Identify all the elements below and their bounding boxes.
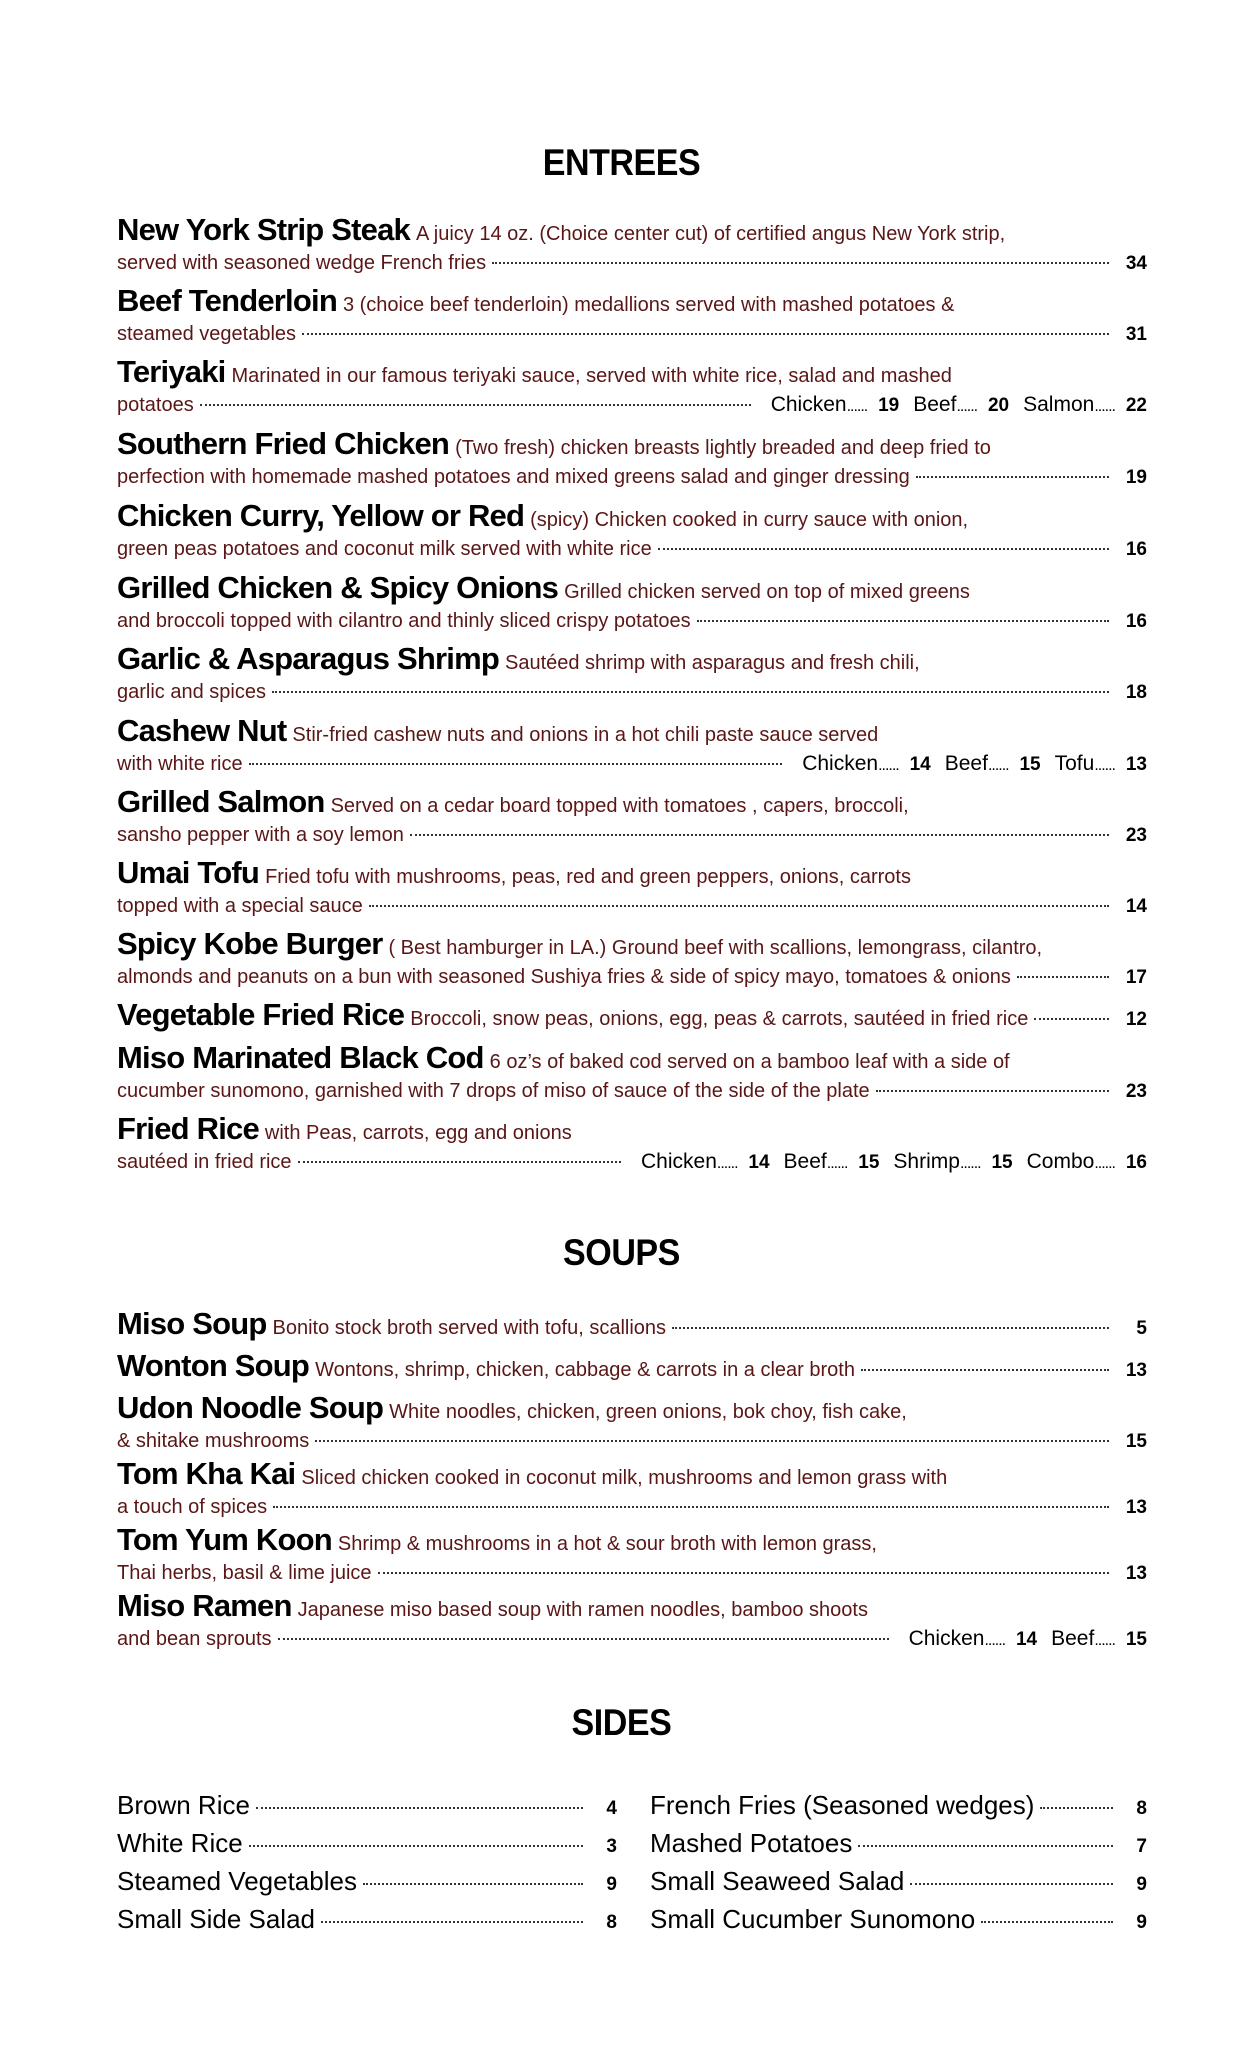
- item-description-continued: topped with a special sauce: [117, 895, 363, 917]
- option-label: Beef: [783, 1150, 827, 1173]
- dot-leader: [249, 763, 783, 765]
- soups-heading: SOUPS: [563, 1232, 680, 1273]
- dot-leader: [697, 620, 1109, 622]
- option-dot-leader: ......: [1094, 1155, 1115, 1172]
- item-description: Sliced chicken cooked in coconut milk, mushrooms and lemon grass with: [301, 1467, 948, 1489]
- item-description: Shrimp & mushrooms in a hot & sour broth with lemon grass,: [337, 1533, 877, 1555]
- dot-leader: [363, 1883, 583, 1885]
- item-name: Umai Tofu: [117, 855, 260, 890]
- item-description: Wontons, shrimp, chicken, cabbage & carrots in a clear broth: [315, 1359, 855, 1381]
- item-price-line: [117, 462, 1147, 492]
- dot-leader: [410, 834, 1109, 836]
- item-name: Grilled Salmon: [117, 784, 325, 819]
- item-description: Served on a cedar board topped with tomatoes , capers, broccoli,: [330, 795, 909, 817]
- dot-leader: [369, 905, 1109, 907]
- item-name: Beef Tenderloin: [117, 283, 337, 318]
- option-dot-leader: ......: [1094, 1632, 1115, 1649]
- item-price: 31: [1125, 324, 1147, 345]
- item-name: Tom Kha Kai: [117, 1456, 296, 1491]
- item-description: Fried tofu with mushrooms, peas, red and green peppers, onions, carrots: [265, 866, 911, 888]
- option-dot-leader: ......: [987, 757, 1009, 774]
- option-dot-leader: ......: [878, 757, 899, 774]
- item-description: White noodles, chicken, green onions, bok choy, fish cake,: [389, 1401, 907, 1423]
- item-header-line: [117, 926, 1147, 962]
- side-item-name: Steamed Vegetables: [117, 1866, 357, 1896]
- item-price: 17: [1125, 967, 1147, 988]
- side-item: [650, 1786, 1147, 1824]
- item-name: Miso Soup: [117, 1306, 267, 1341]
- option-label: Chicken: [641, 1150, 717, 1173]
- option-label: Chicken: [802, 752, 879, 775]
- item-header-line: [117, 283, 1147, 319]
- item-header-line: [117, 1456, 1147, 1492]
- item-description: Stir-fried cashew nuts and onions in a hot chili paste sauce served: [292, 724, 879, 746]
- side-item-price: 8: [606, 1912, 617, 1933]
- item-name: Tom Yum Koon: [117, 1522, 332, 1557]
- item-header-line: [117, 1588, 1147, 1624]
- item-name: Teriyaki: [117, 354, 226, 389]
- soup-item: [117, 1456, 1147, 1522]
- item-price-line: [117, 820, 1147, 850]
- option-dot-leader: ......: [846, 398, 868, 415]
- item-price: 18: [1125, 682, 1147, 703]
- item-header-line: [117, 641, 1147, 677]
- option-label: Combo: [1026, 1150, 1095, 1173]
- item-price: 5: [1136, 1318, 1147, 1339]
- dot-leader: [256, 1807, 583, 1809]
- item-price-line: [117, 1492, 1147, 1522]
- item-name: Chicken Curry, Yellow or Red: [117, 498, 525, 533]
- item-header-line: [117, 426, 1147, 462]
- entree-item: [117, 498, 1147, 564]
- item-price-line: [117, 677, 1147, 707]
- side-item: [117, 1786, 617, 1824]
- side-item: [650, 1824, 1147, 1862]
- sides-heading: SIDES: [571, 1702, 672, 1743]
- item-name: Spicy Kobe Burger: [117, 926, 383, 961]
- option-price: 15: [991, 1152, 1013, 1173]
- item-price: 16: [1125, 611, 1147, 632]
- dot-leader: [378, 1572, 1109, 1574]
- item-description-continued: perfection with homemade mashed potatoes and mixed greens salad and ginger dressing: [117, 466, 910, 488]
- option-label: Chicken: [770, 393, 847, 416]
- option-price: 15: [1125, 1629, 1147, 1650]
- soup-item: [117, 1522, 1147, 1588]
- item-description: A juicy 14 oz. (Choice center cut) of certified angus New York strip,: [415, 223, 1006, 245]
- entrees-heading: ENTREES: [542, 142, 701, 183]
- soup-item: [117, 1390, 1147, 1456]
- item-price: 34: [1125, 253, 1147, 274]
- option-dot-leader: ......: [1094, 398, 1115, 415]
- option-dot-leader: ......: [826, 1155, 848, 1172]
- entree-item: [117, 1111, 1147, 1177]
- item-description-continued: a touch of spices: [117, 1496, 268, 1518]
- option-dot-leader: ......: [716, 1155, 738, 1172]
- item-price: 13: [1125, 1497, 1147, 1518]
- side-item-name: Small Cucumber Sunomono: [650, 1904, 976, 1934]
- item-description-continued: cucumber sunomono, garnished with 7 drops of miso of sauce of the side of the plate: [117, 1080, 870, 1102]
- entree-item: [117, 855, 1147, 921]
- item-price: 23: [1125, 1081, 1147, 1102]
- side-item-name: Small Seaweed Salad: [650, 1866, 905, 1896]
- side-item-price: 9: [1136, 1912, 1147, 1933]
- option-price: 14: [909, 754, 931, 775]
- side-item: [117, 1862, 617, 1900]
- item-description-continued: and broccoli topped with cilantro and thinly sliced crispy potatoes: [117, 610, 691, 632]
- item-header-line: [117, 1306, 1147, 1342]
- entree-item: [117, 713, 1147, 779]
- item-description-continued: served with seasoned wedge French fries: [117, 252, 487, 274]
- option-label: Tofu: [1054, 752, 1095, 775]
- item-name: Miso Marinated Black Cod: [117, 1040, 484, 1075]
- item-price: 14: [1125, 896, 1147, 917]
- dot-leader: [1040, 1807, 1113, 1809]
- item-description: Sautéed shrimp with asparagus and fresh chili,: [504, 652, 920, 674]
- item-description: Japanese miso based soup with ramen noodles, bamboo shoots: [297, 1599, 868, 1621]
- item-price-line: [117, 534, 1147, 564]
- soup-item: [117, 1588, 1147, 1654]
- option-price: 19: [878, 395, 900, 416]
- item-description: 3 (choice beef tenderloin) medallions served with mashed potatoes &: [342, 294, 955, 316]
- item-price-line: [117, 390, 1147, 420]
- dot-leader: [672, 1327, 1109, 1329]
- option-price: 13: [1125, 754, 1147, 775]
- item-price-line: [117, 1076, 1147, 1106]
- item-name: Garlic & Asparagus Shrimp: [117, 641, 499, 676]
- side-item: [650, 1862, 1147, 1900]
- item-price-line: [117, 962, 1147, 992]
- dot-leader: [315, 1440, 1109, 1442]
- item-name: Udon Noodle Soup: [117, 1390, 384, 1425]
- item-price-line: [117, 1426, 1147, 1456]
- item-price: 23: [1125, 825, 1147, 846]
- item-header-line: [117, 498, 1147, 534]
- item-description-continued: garlic and spices: [117, 681, 266, 703]
- entree-item: [117, 354, 1147, 420]
- entree-item: [117, 1040, 1147, 1106]
- item-description-continued: & shitake mushrooms: [117, 1430, 310, 1452]
- side-item-price: 4: [606, 1798, 617, 1819]
- item-description: Broccoli, snow peas, onions, egg, peas & carrots, sautéed in fried rice: [410, 1008, 1029, 1030]
- dot-leader: [1017, 976, 1109, 978]
- dot-leader: [861, 1369, 1109, 1371]
- item-price-line: [117, 606, 1147, 636]
- dot-leader: [272, 691, 1109, 693]
- side-item-price: 7: [1136, 1836, 1147, 1857]
- item-description-continued: steamed vegetables: [117, 323, 297, 345]
- item-header-line: [117, 354, 1147, 390]
- side-item-name: White Rice: [117, 1828, 243, 1858]
- option-label: Beef: [913, 393, 957, 416]
- entree-item: [117, 570, 1147, 636]
- dot-leader: [273, 1506, 1109, 1508]
- item-name: Grilled Chicken & Spicy Onions: [117, 570, 559, 605]
- item-header-line: [117, 212, 1147, 248]
- dot-leader: [876, 1090, 1109, 1092]
- dot-leader: [492, 262, 1109, 264]
- item-price: 13: [1125, 1360, 1147, 1381]
- item-header-line: [117, 570, 1147, 606]
- dot-leader: [910, 1883, 1113, 1885]
- option-price: 22: [1125, 395, 1147, 416]
- item-description: Marinated in our famous teriyaki sauce, served with white rice, salad and mashed: [231, 365, 952, 387]
- item-price-line: [117, 749, 1147, 779]
- item-header-line: [117, 1390, 1147, 1426]
- item-description-continued: potatoes: [117, 394, 194, 416]
- dot-leader: [916, 476, 1109, 478]
- item-header-line: [117, 855, 1147, 891]
- side-item-name: Mashed Potatoes: [650, 1828, 853, 1858]
- side-item-price: 9: [1136, 1874, 1147, 1895]
- item-price-line: [117, 319, 1147, 349]
- item-name: Southern Fried Chicken: [117, 426, 450, 461]
- option-price: 15: [858, 1152, 880, 1173]
- item-description-continued: with white rice: [117, 753, 243, 775]
- item-price: 19: [1125, 467, 1147, 488]
- side-item: [650, 1900, 1147, 1938]
- option-price: 20: [987, 395, 1010, 416]
- entree-item: [117, 641, 1147, 707]
- item-description: (spicy) Chicken cooked in curry sauce with onion,: [530, 509, 969, 531]
- item-price: 16: [1125, 539, 1147, 560]
- option-dot-leader: ......: [1094, 757, 1115, 774]
- option-label: Shrimp: [893, 1150, 960, 1173]
- entree-item: [117, 283, 1147, 349]
- item-header-line: [117, 784, 1147, 820]
- item-price: 12: [1125, 1009, 1147, 1030]
- dot-leader: [658, 548, 1109, 550]
- dot-leader: [302, 333, 1109, 335]
- side-item-name: French Fries (Seasoned wedges): [650, 1790, 1035, 1820]
- item-name: Fried Rice: [117, 1111, 259, 1146]
- option-dot-leader: ......: [959, 1155, 981, 1172]
- dot-leader: [298, 1161, 621, 1163]
- item-price-line: [117, 248, 1147, 278]
- dot-leader: [200, 404, 751, 406]
- option-dot-leader: ......: [984, 1632, 1006, 1649]
- item-description-continued: sansho pepper with a soy lemon: [117, 824, 404, 846]
- side-item: [117, 1824, 617, 1862]
- side-item-price: 8: [1136, 1798, 1147, 1819]
- option-price: 16: [1125, 1152, 1147, 1173]
- option-label: Beef: [1051, 1627, 1095, 1650]
- option-label: Chicken: [908, 1627, 985, 1650]
- item-name: New York Strip Steak: [117, 212, 410, 247]
- option-label: Beef: [944, 752, 988, 775]
- item-description-continued: sautéed in fried rice: [117, 1151, 292, 1173]
- item-description: Grilled chicken served on top of mixed greens: [564, 581, 970, 603]
- option-dot-leader: ......: [956, 398, 978, 415]
- option-price: 15: [1019, 754, 1041, 775]
- entree-item: [117, 426, 1147, 492]
- item-price-line: [117, 891, 1147, 921]
- soup-item: [117, 1348, 1147, 1384]
- item-price: 13: [1125, 1563, 1147, 1584]
- item-name: Miso Ramen: [117, 1588, 292, 1623]
- sides-right-column: [650, 1786, 1147, 1938]
- dot-leader: [1034, 1018, 1109, 1020]
- item-header-line: [117, 1348, 1147, 1384]
- item-header-line: [117, 1522, 1147, 1558]
- item-header-line: [117, 997, 1147, 1033]
- item-header-line: [117, 1111, 1147, 1147]
- entree-item: [117, 926, 1147, 992]
- item-price: 15: [1125, 1431, 1147, 1452]
- soup-item: [117, 1306, 1147, 1342]
- item-header-line: [117, 1040, 1147, 1076]
- sides-left-column: [117, 1786, 617, 1938]
- side-item-name: Small Side Salad: [117, 1904, 315, 1934]
- entree-item: [117, 212, 1147, 278]
- side-item-price: 9: [606, 1874, 617, 1895]
- item-price-line: [117, 1624, 1147, 1654]
- item-description-continued: Thai herbs, basil & lime juice: [117, 1562, 372, 1584]
- item-description: (Two fresh) chicken breasts lightly breaded and deep fried to: [455, 437, 991, 459]
- side-item-name: Brown Rice: [117, 1790, 250, 1820]
- item-description: with Peas, carrots, egg and onions: [264, 1122, 572, 1144]
- item-name: Wonton Soup: [117, 1348, 310, 1383]
- item-description: ( Best hamburger in LA.) Ground beef with scallions, lemongrass, cilantro,: [388, 937, 1043, 959]
- dot-leader: [278, 1638, 889, 1640]
- dot-leader: [858, 1845, 1113, 1847]
- item-description-continued: almonds and peanuts on a bun with seasoned Sushiya fries & side of spicy mayo, tomatoes & onions: [117, 966, 1011, 988]
- entree-item: [117, 997, 1147, 1033]
- item-description-continued: and bean sprouts: [117, 1628, 272, 1650]
- dot-leader: [249, 1845, 583, 1847]
- item-name: Cashew Nut: [117, 713, 287, 748]
- item-description-continued: green peas potatoes and coconut milk served with white rice: [117, 538, 652, 560]
- side-item: [117, 1900, 617, 1938]
- dot-leader: [981, 1921, 1113, 1923]
- side-item-price: 3: [606, 1836, 617, 1857]
- option-price: 14: [748, 1152, 770, 1173]
- item-header-line: [117, 713, 1147, 749]
- entree-item: [117, 784, 1147, 850]
- option-label: Salmon: [1023, 393, 1095, 416]
- item-description: 6 oz’s of baked cod served on a bamboo leaf with a side of: [489, 1051, 1010, 1073]
- item-price-line: [117, 1147, 1147, 1177]
- item-description: Bonito stock broth served with tofu, scallions: [272, 1317, 667, 1339]
- dot-leader: [321, 1921, 583, 1923]
- item-name: Vegetable Fried Rice: [117, 997, 405, 1032]
- option-price: 14: [1015, 1629, 1038, 1650]
- item-price-line: [117, 1558, 1147, 1588]
